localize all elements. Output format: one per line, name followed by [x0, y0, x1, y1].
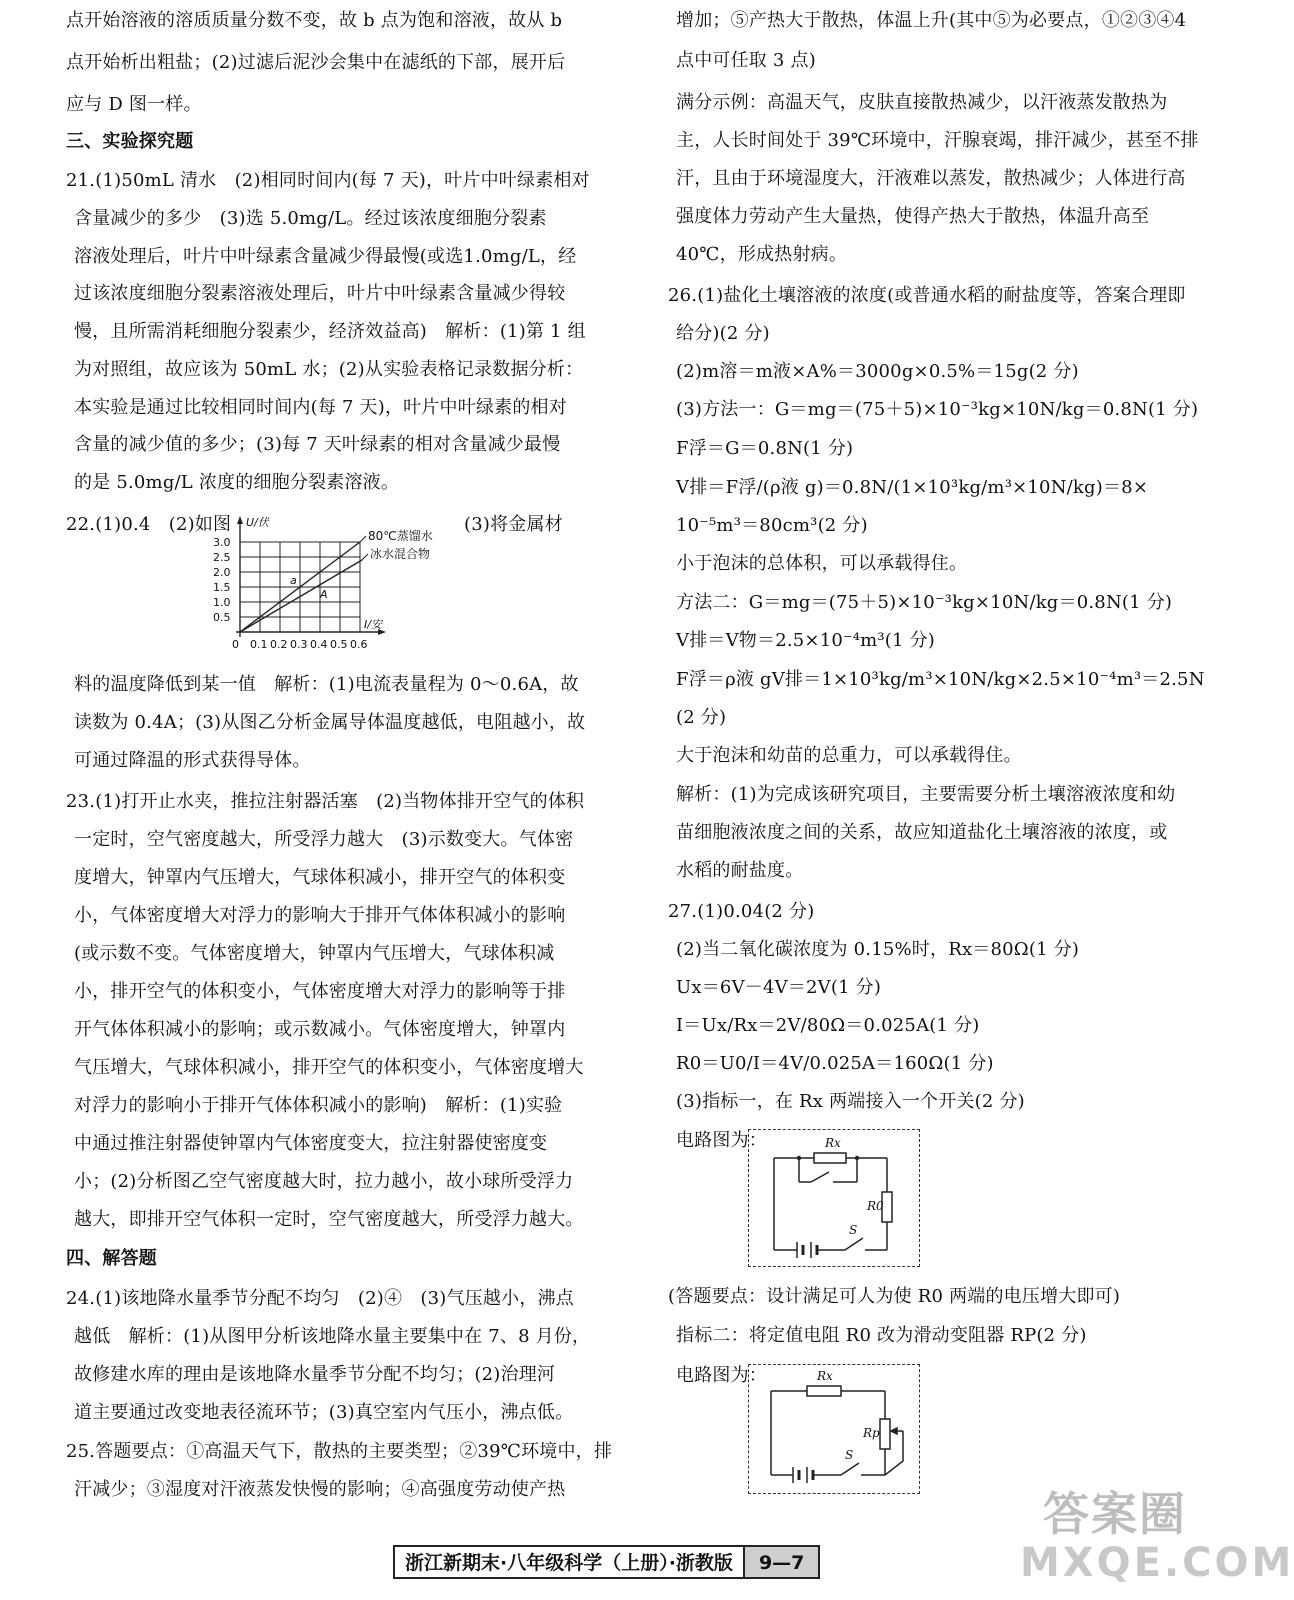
text-line: 慢，且所需消耗细胞分裂素少，经济效益高) 解析：(1)第 1 组 — [74, 321, 586, 342]
resistor-rx — [814, 1153, 846, 1163]
text-line: 越低 解析：(1)从图甲分析该地降水量主要集中在 7、8 月份， — [74, 1326, 591, 1347]
text-line: R0＝U0/I＝4V/0.025A＝160Ω(1 分) — [676, 1053, 994, 1074]
page-number: 9—7 — [743, 1545, 820, 1579]
text-line: 方法二：G＝mg＝(75＋5)×10⁻³kg×10N/kg＝0.8N(1 分) — [676, 592, 1173, 613]
text-line: 度增大，钟罩内气压增大，气球体积减小，排开空气的体积变 — [74, 867, 566, 888]
text-line: 满分示例：高温天气，皮肤直接散热减少，以汗液蒸发散热为 — [676, 92, 1168, 113]
y-tick: 0.5 — [213, 611, 231, 624]
text-line: 应与 D 图一样。 — [66, 94, 202, 115]
label-switch: S — [849, 1223, 858, 1237]
label-ice-water: 冰水混合物 — [370, 547, 431, 561]
text-line: 21.(1)50mL 清水 (2)相同时间内(每 7 天)，叶片中叶绿素相对 — [66, 170, 590, 191]
text-line: F浮＝G＝0.8N(1 分) — [676, 438, 854, 459]
text-line: (2)m溶＝m液×A%＝3000g×0.5%＝15g(2 分) — [676, 361, 1079, 382]
text-line: (或示数不变。气体密度增大，钟罩内气压增大，气球体积减 — [74, 943, 555, 964]
resistor-rx — [807, 1386, 841, 1396]
text-line: 解析：(1)为完成该研究项目，主要需要分析土壤溶液浓度和幼 — [676, 784, 1176, 805]
x-tick: 0.1 — [250, 638, 268, 651]
label-rx: Rx — [825, 1136, 841, 1150]
graph-ylabel: U/伏 — [246, 516, 269, 529]
text-line: 增加；⑤产热大于散热，体温上升(其中⑤为必要点，①②③④4 — [676, 10, 1187, 31]
text-line: 小；(2)分析图乙空气密度越大时，拉力越小，故小球所受浮力 — [74, 1171, 574, 1192]
text-line: 中通过推注射器使钟罩内气体密度变大，拉注射器使密度变 — [74, 1133, 548, 1154]
watermark-logo: 答案圈 — [1043, 1487, 1187, 1541]
text-line: 27.(1)0.04(2 分) — [668, 901, 815, 922]
text-line: 对浮力的影响小于排开气体体积减小的影响) 解析：(1)实验 — [74, 1095, 563, 1116]
text-line: 含量的减少值的多少；(3)每 7 天叶绿素的相对含量减少最慢 — [74, 434, 561, 455]
footer-title: 浙江新期末·八年级科学（上册）·浙教版 — [393, 1545, 743, 1579]
y-tick: 2.0 — [213, 566, 231, 579]
text-line: 料的温度降低到某一值 解析：(1)电流表量程为 0～0.6A，故 — [74, 674, 579, 695]
text-line: 含量减少的多少 (3)选 5.0mg/L。经过该浓度细胞分裂素 — [74, 208, 547, 229]
point-a-label: a — [290, 574, 297, 587]
text-line: 强度体力劳动产生大量热，使得产热大于散热，体温升高至 — [676, 206, 1150, 227]
text-line: (答题要点：设计满足可人为使 R0 两端的电压增大即可) — [668, 1286, 1121, 1307]
text-line: 大于泡沫和幼苗的总重力，可以承载得住。 — [676, 745, 1022, 766]
text-line: 24.(1)该地降水量季节分配不均匀 (2)④ (3)气压越小，沸点 — [66, 1288, 574, 1309]
text-line: 一定时，空气密度越大，所受浮力越大 (3)示数变大。气体密 — [74, 829, 574, 850]
x-tick: 0.6 — [350, 638, 368, 651]
text-line: 苗细胞液浓度之间的关系，故应知道盐化土壤溶液的浓度，或 — [676, 822, 1168, 843]
text-line: (2)当二氧化碳浓度为 0.15%时，Rx＝80Ω(1 分) — [676, 939, 1080, 960]
section-heading: 四、解答题 — [66, 1248, 157, 1269]
page-footer — [393, 1545, 820, 1579]
text-line: 道主要通过改变地表径流环节；(3)真空室内气压小，沸点低。 — [74, 1402, 574, 1423]
text-line: 气压增大，气球体积减小，排开空气的体积变小，气体密度增大 — [74, 1057, 584, 1078]
text-line: 小，气体密度增大对浮力的影响大于排开气体体积减小的影响 — [74, 905, 566, 926]
switch-parallel — [811, 1172, 829, 1182]
switch-s — [841, 1463, 859, 1475]
circuit-diagram-2 — [748, 1364, 920, 1494]
text-line: (3)指标一，在 Rx 两端接入一个开关(2 分) — [676, 1091, 1025, 1112]
text-line: 开气体体积减小的影响；或示数减小。气体密度增大，钟罩内 — [74, 1019, 566, 1040]
text-line: 给分)(2 分) — [676, 323, 770, 344]
label-rp: Rp — [863, 1426, 880, 1440]
text-line: 汗，且由于环境湿度大，汗液难以蒸发，散热减少；人体进行高 — [676, 168, 1186, 189]
text-line: 溶液处理后，叶片中叶绿素含量减少得最慢(或选1.0mg/L，经 — [74, 246, 577, 267]
text-line: (3)将金属材 — [464, 514, 563, 535]
text-line: V排＝V物＝2.5×10⁻⁴m³(1 分) — [676, 630, 936, 651]
text-line: 小，排开空气的体积变小，气体密度增大对浮力的影响等于排 — [74, 981, 566, 1002]
text-line: 过该浓度细胞分裂素溶液处理后，叶片中叶绿素含量减少得较 — [74, 283, 566, 304]
label-rx: Rx — [817, 1369, 833, 1383]
label-r0: R0 — [867, 1199, 884, 1213]
label-switch: S — [845, 1448, 854, 1462]
leader-80c — [360, 536, 366, 542]
text-line: 可通过降温的形式获得导体。 — [74, 750, 311, 771]
rheostat-rp — [880, 1419, 890, 1449]
watermark — [1020, 1487, 1294, 1586]
point-A-label: A — [320, 588, 328, 601]
text-line: 读数为 0.4A；(3)从图乙分析金属导体温度越低，电阻越小，故 — [74, 712, 586, 733]
y-tick: 1.0 — [213, 596, 231, 609]
text-line: 为对照组，故应该为 50mL 水；(2)从实验表格记录数据分析： — [74, 359, 584, 380]
text-line: 10⁻⁵m³＝80cm³(2 分) — [676, 515, 868, 536]
text-line: 汗减少；③湿度对汗液蒸发快慢的影响；④高强度劳动使产热 — [74, 1479, 566, 1500]
x-tick: 0.2 — [270, 638, 288, 651]
y-tick: 2.5 — [213, 551, 231, 564]
x-tick: 0.3 — [290, 638, 308, 651]
text-line: 的是 5.0mg/L 浓度的细胞分裂素溶液。 — [74, 472, 400, 493]
text-line: 点开始析出粗盐；(2)过滤后泥沙会集中在滤纸的下部，展开后 — [66, 52, 566, 73]
text-line: 点开始溶液的溶质质量分数不变，故 b 点为饱和溶液，故从 b — [66, 10, 563, 31]
leader-ice — [362, 554, 368, 560]
section-heading: 三、实验探究题 — [66, 131, 194, 152]
text-line: (3)方法一：G＝mg＝(75＋5)×10⁻³kg×10N/kg＝0.8N(1 分) — [676, 399, 1199, 420]
y-tick: 3.0 — [213, 536, 231, 549]
text-line: 指标二：将定值电阻 R0 改为滑动变阻器 RP(2 分) — [676, 1325, 1087, 1346]
text-line: 本实验是通过比较相同时间内(每 7 天)，叶片中叶绿素的相对 — [74, 397, 567, 418]
graph-xlabel: I/安 — [364, 618, 382, 631]
text-line: 点中可任取 3 点) — [676, 50, 816, 71]
text-line: 故修建水库的理由是该地降水量季节分配不均匀；(2)治理河 — [74, 1364, 556, 1385]
text-line: (2 分) — [676, 707, 727, 728]
text-line: 小于泡沫的总体积，可以承载得住。 — [676, 553, 968, 574]
text-line: 22.(1)0.4 (2)如图 — [66, 514, 232, 535]
x-tick: 0.5 — [330, 638, 348, 651]
text-line: 主，人长时间处于 39℃环境中，汗腺衰竭，排汗减少，甚至不排 — [676, 130, 1199, 151]
text-line: 电路图为： — [676, 1365, 767, 1386]
circuit-diagram-1 — [748, 1129, 920, 1267]
text-line: F浮＝ρ液 gV排＝1×10³kg/m³×10N/kg×2.5×10⁻⁴m³＝2.5N — [676, 669, 1205, 690]
line-ice-water — [240, 560, 362, 632]
text-line: 水稻的耐盐度。 — [676, 860, 804, 881]
ui-graph — [210, 512, 460, 662]
switch-s — [845, 1238, 863, 1250]
text-line: 40℃，形成热射病。 — [676, 244, 848, 265]
rheostat-slider — [885, 1431, 903, 1475]
text-line: 25.答题要点：①高温天气下，散热的主要类型；②39℃环境中，排 — [66, 1441, 613, 1462]
text-line: V排＝F浮/(ρ液 g)＝0.8N/(1×10³kg/m³×10N/kg)＝8× — [676, 477, 1149, 498]
text-line: Ux＝6V－4V＝2V(1 分) — [676, 977, 882, 998]
x-tick: 0.4 — [310, 638, 328, 651]
x-tick: 0 — [232, 638, 239, 651]
text-line: 越大，即排开空气体积一定时，空气密度越大，所受浮力越大。 — [74, 1209, 584, 1230]
text-line: I＝Ux/Rx＝2V/80Ω＝0.025A(1 分) — [676, 1015, 980, 1036]
text-line: 26.(1)盐化土壤溶液的浓度(或普通水稻的耐盐度等，答案合理即 — [668, 285, 1186, 306]
text-line: 23.(1)打开止水夹，推拉注射器活塞 (2)当物体排开空气的体积 — [66, 791, 585, 812]
label-80c: 80℃蒸馏水 — [368, 529, 433, 543]
y-tick: 1.5 — [213, 581, 231, 594]
watermark-url: MXQE.COM — [1020, 1540, 1294, 1586]
text-line: 电路图为： — [676, 1130, 767, 1151]
